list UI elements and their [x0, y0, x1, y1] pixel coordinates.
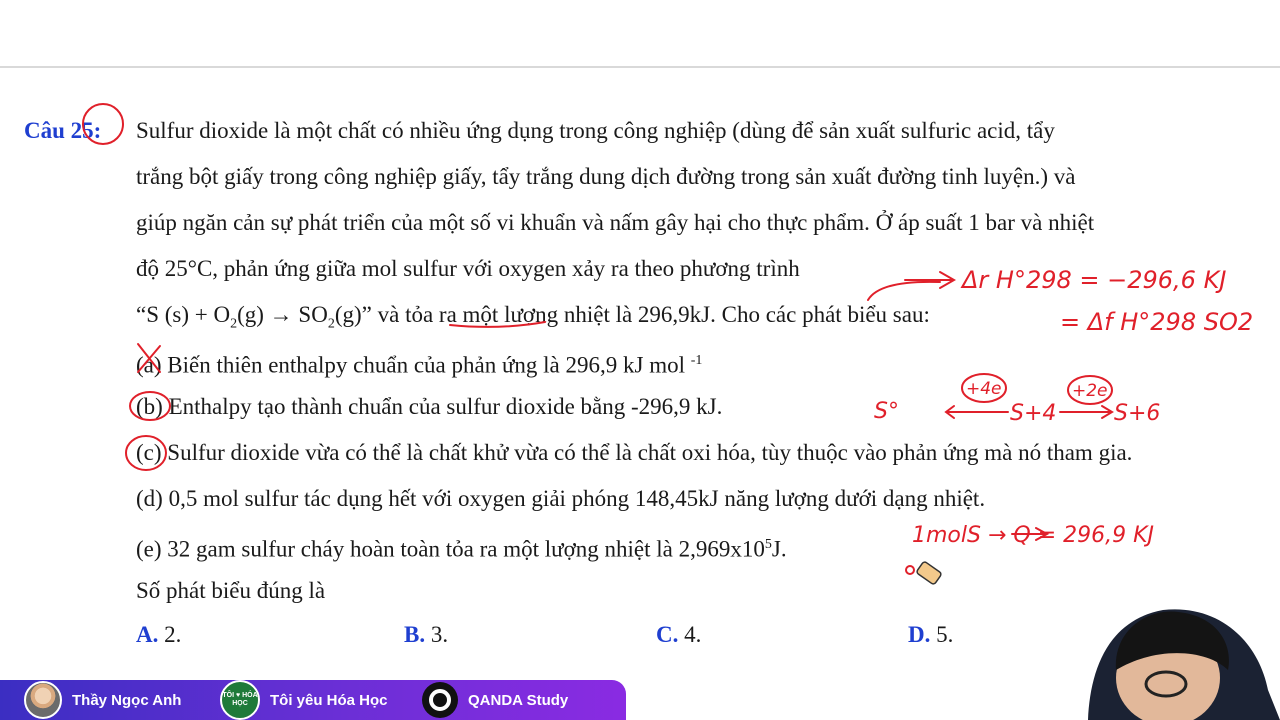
- reaction-equation: “S $(s) + O_2(g) \to SO_2(g)$” và tỏa ra một lượng nhiệt là 296,9kJ. Cho các phát biểu sau:: [136, 302, 930, 332]
- statement-e: (e) 32 gam sulfur cháy hoàn toàn tỏa ra một lượng nhiệt là $2,969x10^5J$.: [136, 536, 787, 562]
- statement-letter: (d): [136, 486, 163, 511]
- pencil-cursor-icon: [906, 561, 942, 585]
- option-c[interactable]: C. 4.: [656, 622, 702, 647]
- qanda-name: QANDA Study: [468, 691, 569, 709]
- question-line-3: giúp ngăn cản sự phát triển của một số vi khuẩn và nấm gây hại cho thực phẩm. Ở áp suất 1 bar và nhiệt: [136, 210, 1095, 235]
- option-d[interactable]: D. 5.: [908, 622, 954, 647]
- teacher-avatar: [24, 681, 62, 719]
- statement-d: [136, 485, 985, 513]
- option-b[interactable]: B. 3.: [404, 622, 449, 647]
- statement-b: [136, 393, 722, 421]
- footer-teacher[interactable]: [24, 680, 181, 720]
- annotation-plus4e: +4e: [966, 379, 1002, 399]
- circle-4e: [962, 374, 1006, 402]
- statement-a: (a) Biến thiên enthalpy chuẩn của phản ứng là 296,9 kJ mol $^{-1}$: [136, 352, 703, 378]
- question-prompt: Số phát biểu đúng là: [136, 578, 326, 603]
- arrow-left: [946, 406, 1008, 418]
- annotation-plus2e: +2e: [1072, 381, 1108, 401]
- statement-text: Enthalpy tạo thành chuẩn của sulfur dioxide bằng -296,9 kJ.: [168, 394, 723, 419]
- statement-letter: (e): [136, 536, 162, 562]
- presenter-video: [1068, 600, 1280, 720]
- qanda-logo-icon: [422, 682, 458, 718]
- arrow-right-1: [905, 272, 954, 288]
- statement-letter: (a): [136, 352, 162, 378]
- annotation-s0: S°: [874, 399, 899, 424]
- channel-name: Tôi yêu Hóa Học: [270, 691, 388, 709]
- top-bar: [0, 0, 1280, 68]
- annotation-s4: S+4: [1010, 401, 1057, 426]
- circle-2e: [1068, 376, 1112, 404]
- annotation-enthalpy-formation: = Δf H°298 SO2: [1060, 308, 1254, 336]
- annotation-enthalpy-reaction: Δr H°298 = −296,6 KJ: [962, 266, 1227, 294]
- statement-c: [136, 439, 1132, 467]
- question-line-2: trắng bột giấy trong công nghiệp giấy, tẩy trắng dung dịch đường trong sản xuất đường tinh luyện.) và: [136, 164, 1076, 189]
- curved-arrow: [868, 282, 940, 300]
- footer-banner: [0, 680, 626, 720]
- statement-text: 32 gam sulfur cháy hoàn toàn tỏa ra một lượng nhiệt là 2,969x10: [167, 536, 765, 562]
- arrow-right-3: [1012, 528, 1047, 540]
- footer-channel[interactable]: [220, 680, 388, 720]
- option-a[interactable]: A. 2.: [136, 622, 182, 647]
- statement-text: Biến thiên enthalpy chuẩn của phản ứng là 296,9 kJ mol: [167, 352, 685, 378]
- statement-text: Sulfur dioxide vừa có thể là chất khử vừa có thể là chất oxi hóa, tùy thuộc vào phản ứng mà nó tham gia.: [167, 440, 1133, 465]
- annotation-s6: S+6: [1114, 401, 1161, 426]
- arrow-right-2: [1060, 406, 1112, 418]
- teacher-name: Thầy Ngọc Anh: [72, 691, 182, 709]
- question-line-4: độ 25°C, phản ứng giữa mol sulfur với oxygen xảy ra theo phương trình: [136, 256, 800, 281]
- statement-letter: (b): [136, 394, 163, 419]
- footer-qanda[interactable]: [422, 680, 568, 720]
- annotation-heat-note: 1molS → Q = 296,9 KJ: [912, 523, 1155, 548]
- statement-text: 0,5 mol sulfur tác dụng hết với oxygen giải phóng 148,45kJ năng lượng dưới dạng nhiệt.: [168, 486, 986, 511]
- statement-letter: (c): [136, 440, 162, 465]
- chemistry-club-logo: TÔI ♥ HÓA HỌC: [220, 680, 260, 720]
- question-line-1: Sulfur dioxide là một chất có nhiều ứng dụng trong công nghiệp (dùng để sản xuất sulfuric acid, tẩy: [136, 118, 1055, 143]
- question-label: Câu 25:: [24, 118, 102, 143]
